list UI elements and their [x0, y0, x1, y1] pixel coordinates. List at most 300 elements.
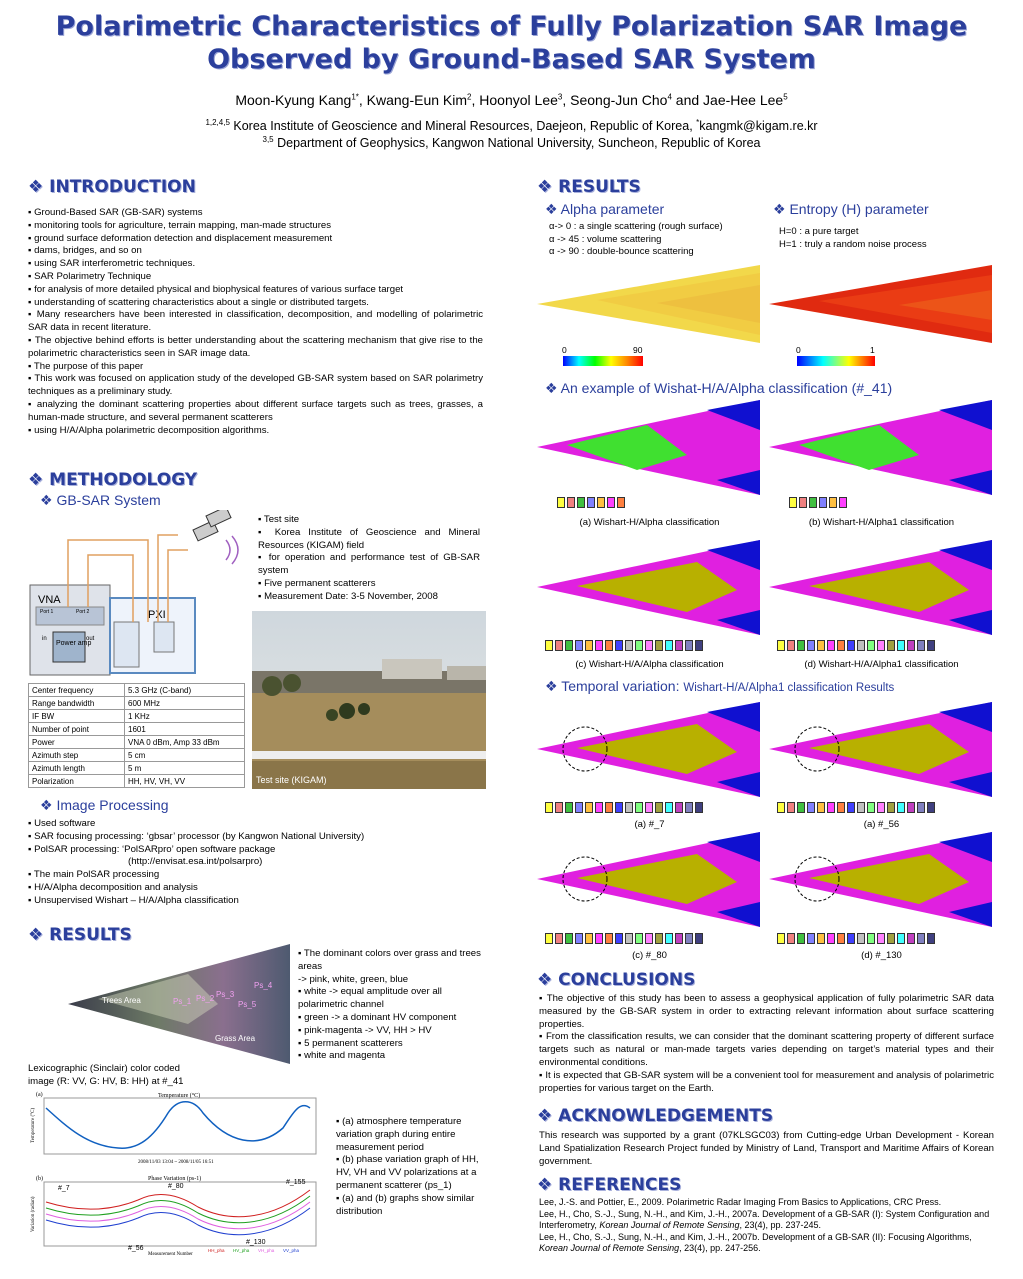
param-value: HH, HV, VH, VV: [125, 775, 245, 788]
legend-swatch: [645, 933, 653, 944]
trees-area-label: Trees Area: [102, 996, 141, 1005]
legend-swatch: [777, 933, 785, 944]
intro-item-8: ▪ understanding of scattering characteristics about a single or distributed targets.: [28, 296, 369, 308]
legend-swatch: [857, 933, 865, 944]
fan-t130-legend: [777, 933, 935, 944]
legend-swatch: [887, 802, 895, 813]
legend-swatch: [877, 802, 885, 813]
legend-swatch: [605, 933, 613, 944]
caption-b: (b) Wishart-H/Alpha1 classification: [808, 517, 955, 528]
phase-variation-graph: [28, 1172, 320, 1257]
temporal-variation-heading: [545, 678, 894, 695]
reference-2: [539, 1209, 994, 1232]
methodology-heading: ❖ METHODOLOGY: [28, 470, 198, 490]
legend-swatch: [675, 640, 683, 651]
intro-body: [28, 207, 483, 437]
legend-swatch: [645, 802, 653, 813]
legend-swatch: [625, 640, 633, 651]
color-item-7: ▪ white and magenta: [298, 1050, 386, 1062]
author-4-sup: 4: [667, 92, 672, 102]
legend-swatch: [655, 933, 663, 944]
legend-swatch: [817, 933, 825, 944]
author-2: , Kwang-Eun Kim: [358, 92, 468, 108]
legend-swatch: [887, 640, 895, 651]
temperature-graph-title: Temperature (°C): [158, 1093, 201, 1099]
legend-swatch: [927, 802, 935, 813]
legend-swatch: [655, 802, 663, 813]
reference-3-journal: Korean Journal of Remote Sensing: [539, 1243, 680, 1253]
legend-swatch: [797, 802, 805, 813]
gbsar-system-heading: ❖ GB-SAR System: [40, 492, 161, 508]
legend-swatch: [605, 802, 613, 813]
param-name: Range bandwidth: [29, 697, 125, 710]
intro-item-10: ▪ The objective behind efforts is better understanding about the scattering mechanism that give rise to the polarimetric characteristics seen in SAR image data.: [28, 334, 483, 359]
ps2-label: Ps_2: [196, 994, 215, 1003]
power-amp-box: [53, 632, 85, 662]
grass-area-label: Grass Area: [215, 1034, 256, 1043]
affil-1-sup: 1,2,4,5: [205, 117, 230, 127]
fan-t7-legend: [545, 802, 703, 813]
processing-item-2: ▪ SAR focusing processing: ‘gbsar’ processor (by Kangwon National University): [28, 830, 365, 842]
param-row: [29, 697, 245, 710]
fan-t80-image: [537, 832, 762, 927]
author-5-sup: 5: [783, 92, 788, 102]
legend-swatch: [917, 640, 925, 651]
legend-swatch: [645, 640, 653, 651]
legend-swatch: [837, 933, 845, 944]
legend-swatch: [635, 640, 643, 651]
color-item-4: ▪ green -> a dominant HV component: [298, 1011, 457, 1023]
legend-swatch: [555, 933, 563, 944]
title-line-1: Polarimetric Characteristics of Fully Polarization SAR Image: [55, 11, 968, 42]
legend-swatch: [907, 640, 915, 651]
legend-swatch: [575, 802, 583, 813]
legend-swatch: [897, 933, 905, 944]
author-2-sup: 2: [467, 92, 472, 102]
legend-swatch: [877, 933, 885, 944]
legend-swatch: [789, 497, 797, 508]
legend-swatch: [555, 802, 563, 813]
legend-vv: VV_pha: [283, 1248, 300, 1253]
legend-swatch: [877, 640, 885, 651]
entropy-parameter-heading: ❖ Entropy (H) parameter: [773, 201, 929, 217]
reference-2-authors: Lee, H., Cho, S.-J., Sung, N.-H., and Kim, J.-H., 2007a. Development of a GB-SAR (I): System Configuration and Interferometry,: [539, 1208, 990, 1230]
legend-swatch: [797, 640, 805, 651]
references-body: [539, 1197, 994, 1255]
conclusion-item-1: ▪ The objective of this study has been to assess a geophysical application of fully polarimetric SAR data measured by the GB-SAR system in order to extracting relevant information about surface scattering properties.: [539, 993, 994, 1030]
legend-swatch: [809, 497, 817, 508]
color-notes: [298, 948, 488, 1063]
legend-swatch: [585, 802, 593, 813]
legend-swatch: [665, 933, 673, 944]
temperature-graph-label: (a): [36, 1092, 43, 1098]
author-1-sup: 1*: [351, 92, 359, 102]
alpha-item-2: α -> 45 : volume scattering: [549, 233, 662, 245]
processing-item-1: ▪ Used software: [28, 818, 96, 829]
acknowledgements-body: This research was supported by a grant (07KLSGC03) from Cutting-edge Urban Development - Korean Land Spatialization Research Project funded by Ministry of Land, Transport and Maritime Affairs of Korean government.: [539, 1130, 994, 1167]
system-item-4: ▪ Five permanent scatterers: [258, 577, 376, 589]
param-value: VNA 0 dBm, Amp 33 dBm: [125, 736, 245, 749]
param-value: 1 KHz: [125, 710, 245, 723]
processing-item-3: ▪ PolSAR processing: ‘PolSARpro’ open software package: [28, 843, 276, 855]
graph-item-2: ▪ (b) phase variation graph of HH, HV, VH and VV polarizations at a permanent scatterer (ps_1): [336, 1154, 479, 1191]
legend-swatch: [695, 802, 703, 813]
legend-swatch: [587, 497, 595, 508]
results-right-heading: ❖ RESULTS: [537, 177, 641, 197]
image-processing-notes: [28, 818, 483, 908]
legend-swatch: [867, 933, 875, 944]
param-name: Azimuth step: [29, 749, 125, 762]
temperature-graph-xlabel: 2008/11/03 13:04 ~ 2008/11/05 16:51: [138, 1160, 214, 1165]
fan-t7-image: [537, 702, 762, 797]
intro-item-1: ▪ Ground-Based SAR (GB-SAR) systems: [28, 207, 203, 218]
legend-swatch: [827, 802, 835, 813]
phase-graph-title: Phase Variation (ps-1): [148, 1176, 202, 1182]
alpha-item-3: α -> 90 : double-bounce scattering: [549, 246, 694, 258]
in-label: in: [42, 636, 47, 642]
color-item-1: ▪ The dominant colors over grass and trees areas: [298, 948, 481, 972]
legend-swatch: [907, 933, 915, 944]
intro-item-3: ▪ ground surface deformation detection and displacement measurement: [28, 232, 333, 244]
legend-swatch: [867, 640, 875, 651]
legend-swatch: [615, 933, 623, 944]
affiliation-2: [0, 136, 1023, 150]
fan-c-legend: [545, 640, 703, 651]
author-3: , Hoonyol Lee: [471, 92, 558, 108]
gbsar-system-notes: [258, 514, 480, 604]
caption-t80: (c) #_80: [632, 950, 667, 961]
fan-b-image: [769, 400, 994, 495]
phase-graph-xlabel: Measurement Number: [148, 1252, 193, 1257]
fan-c-image: [537, 540, 762, 635]
temperature-graph-ylabel: Temperature (°C): [31, 1107, 36, 1143]
legend-swatch: [615, 802, 623, 813]
phase-mark-7: #_7: [58, 1185, 70, 1192]
port1-label: Port 1: [40, 609, 54, 615]
ps5-label: Ps_5: [238, 1000, 257, 1009]
conclusions-body: [539, 993, 994, 1095]
legend-swatch: [605, 640, 613, 651]
legend-hh: HH_pha: [208, 1248, 225, 1253]
legend-swatch: [847, 640, 855, 651]
param-name: IF BW: [29, 710, 125, 723]
legend-swatch: [897, 640, 905, 651]
legend-swatch: [827, 640, 835, 651]
legend-swatch: [575, 640, 583, 651]
color-item-2: -> pink, white, green, blue: [298, 973, 409, 985]
legend-swatch: [555, 640, 563, 651]
legend-swatch: [917, 933, 925, 944]
legend-swatch: [545, 640, 553, 651]
alpha-notes: [549, 221, 774, 259]
alpha-image: [537, 265, 762, 343]
param-value: 600 MHz: [125, 697, 245, 710]
param-value: 5 m: [125, 762, 245, 775]
legend-swatch: [897, 802, 905, 813]
legend-swatch: [857, 640, 865, 651]
system-item-3: ▪ for operation and performance test of GB-SAR system: [258, 552, 480, 577]
legend-swatch: [927, 640, 935, 651]
legend-swatch: [615, 640, 623, 651]
intro-item-13: ▪ analyzing the dominant scattering properties about different surface targets such as trees, grasses, a human-made structure, and several permanent scatterers: [28, 398, 483, 423]
legend-swatch: [595, 933, 603, 944]
phase-graph-ylabel: Variation (radian): [31, 1196, 36, 1232]
param-value: 5.3 GHz (C-band): [125, 684, 245, 697]
ps4-label: Ps_4: [254, 981, 273, 990]
legend-swatch: [797, 933, 805, 944]
legend-swatch: [577, 497, 585, 508]
gbsar-system-diagram: [28, 510, 253, 680]
fan-t80-legend: [545, 933, 703, 944]
processing-item-7: ▪ Unsupervised Wishart – H/A/Alpha classification: [28, 894, 239, 906]
intro-item-9: ▪ Many researchers have been interested in classification, decomposition, and modelling of polarimetric SAR data in recent literature.: [28, 309, 483, 334]
param-name: Power: [29, 736, 125, 749]
affil-1-email: kangmk@kigam.re.kr: [699, 119, 818, 133]
legend-swatch: [545, 933, 553, 944]
legend-swatch: [655, 640, 663, 651]
power-amp-label: Power amp: [56, 640, 92, 647]
entropy-image: [769, 265, 994, 343]
param-value: 1601: [125, 723, 245, 736]
affil-1-star: *: [696, 117, 700, 127]
fan-d-legend: [777, 640, 935, 651]
pxi-label: PXI: [148, 609, 166, 621]
param-row: [29, 762, 245, 775]
legend-swatch: [799, 497, 807, 508]
param-name: Azimuth length: [29, 762, 125, 775]
intro-item-7: ▪ for analysis of more detailed physical and biophysical features of various surface target: [28, 283, 404, 295]
legend-swatch: [819, 497, 827, 508]
system-item-5: ▪ Measurement Date: 3-5 November, 2008: [258, 590, 438, 602]
out-label: out: [86, 636, 95, 642]
legend-swatch: [857, 802, 865, 813]
acknowledgements-heading: ❖ ACKNOWLEDGEMENTS: [537, 1106, 774, 1126]
legend-swatch: [585, 933, 593, 944]
intro-item-2: ▪ monitoring tools for agriculture, terrain mapping, man-made structures: [28, 219, 332, 231]
legend-swatch: [777, 802, 785, 813]
legend-swatch: [597, 497, 605, 508]
test-site-image: [252, 611, 486, 789]
fan-a-legend: [557, 497, 625, 508]
phase-mark-80: #_80: [168, 1183, 184, 1190]
affil-1-text: Korea Institute of Geoscience and Mineral Resources, Daejeon, Republic of Korea,: [233, 119, 697, 133]
color-item-3: ▪ white -> equal amplitude over all polarimetric channel: [298, 986, 442, 1011]
legend-swatch: [847, 802, 855, 813]
intro-heading: ❖ INTRODUCTION: [28, 177, 196, 197]
test-site-photo: [252, 611, 486, 789]
color-item-6: ▪ 5 permanent scatterers: [298, 1037, 403, 1049]
affil-2-sup: 3,5: [262, 134, 274, 144]
entropy-max: 1: [870, 345, 875, 355]
legend-swatch: [675, 933, 683, 944]
legend-swatch: [685, 933, 693, 944]
legend-swatch: [695, 933, 703, 944]
lexicographic-image: [68, 944, 293, 1064]
param-row: [29, 736, 245, 749]
legend-swatch: [817, 640, 825, 651]
ps3-label: Ps_3: [216, 990, 235, 999]
title-line-2: Observed by Ground-Based SAR System: [207, 44, 816, 75]
legend-swatch: [837, 640, 845, 651]
legend-swatch: [927, 933, 935, 944]
param-row: [29, 749, 245, 762]
legend-swatch: [635, 802, 643, 813]
legend-swatch: [887, 933, 895, 944]
temporal-subtitle: Wishart-H/A/Alpha1 classification Results: [683, 682, 895, 694]
legend-swatch: [557, 497, 565, 508]
alpha-item-1: α-> 0 : a single scattering (rough surface): [549, 221, 723, 232]
legend-swatch: [777, 640, 785, 651]
phase-graph-label: (b): [36, 1176, 43, 1182]
intro-item-11: ▪ The purpose of this paper: [28, 360, 144, 372]
legend-swatch: [665, 640, 673, 651]
param-value: 5 cm: [125, 749, 245, 762]
intro-item-6: ▪ SAR Polarimetry Technique: [28, 270, 152, 282]
legend-swatch: [839, 497, 847, 508]
legend-swatch: [635, 933, 643, 944]
legend-vh: VH_pha: [258, 1248, 275, 1253]
param-name: Center frequency: [29, 684, 125, 697]
legend-swatch: [607, 497, 615, 508]
legend-swatch: [685, 640, 693, 651]
legend-swatch: [617, 497, 625, 508]
fan-a-image: [537, 400, 762, 495]
legend-swatch: [675, 802, 683, 813]
reference-2-journal: Korean Journal of Remote Sensing: [599, 1220, 740, 1230]
graph-item-1: ▪ (a) atmosphere temperature variation graph during entire measurement period: [336, 1116, 462, 1153]
legend-swatch: [807, 933, 815, 944]
legend-swatch: [917, 802, 925, 813]
author-5: and Jae-Hee Lee: [671, 92, 784, 108]
conclusion-item-2: ▪ From the classification results, we can consider that the dominant scattering property of different surface targets such as natural or man-made targets varies depending on target’s material types and their environmental conditions.: [539, 1031, 994, 1068]
antenna-2: [206, 510, 231, 527]
conclusion-item-3: ▪ It is expected that GB-SAR system will be a convenient tool for measurement and analysis of polarimetric properties for various target on the Earth.: [539, 1069, 994, 1094]
reference-2-pages: , 23(4), pp. 237-245.: [739, 1220, 822, 1230]
reference-1: Lee, J.-S. and Pottier, E., 2009. Polarimetric Radar Imaging From Basics to Applications, CRC Press.: [539, 1197, 942, 1207]
caption-a: (a) Wishart-H/Alpha classification: [579, 517, 720, 528]
legend-swatch: [567, 497, 575, 508]
caption-t56: (a) #_56: [863, 819, 900, 830]
temporal-title: ❖ Temporal variation:: [545, 678, 680, 694]
alpha-colorbar: [563, 356, 643, 366]
author-4: , Seong-Jun Cho: [562, 92, 668, 108]
entropy-notes: [779, 226, 979, 251]
legend-swatch: [585, 640, 593, 651]
legend-swatch: [665, 802, 673, 813]
port2-label: Port 2: [76, 609, 90, 615]
caption-d: (d) Wishart-H/A/Alpha1 classification: [804, 659, 959, 670]
graph-item-3: ▪ (a) and (b) graphs show similar distribution: [336, 1192, 475, 1217]
fan-t56-image: [769, 702, 994, 797]
fan-d-image: [769, 540, 994, 635]
poster-title: [0, 10, 1023, 76]
param-row: [29, 710, 245, 723]
intro-item-5: ▪ using SAR interferometric techniques.: [28, 258, 196, 270]
legend-swatch: [817, 802, 825, 813]
intro-item-4: ▪ dams, bridges, and so on: [28, 245, 142, 257]
param-row: [29, 723, 245, 736]
legend-swatch: [625, 802, 633, 813]
results-left-heading: ❖ RESULTS: [28, 925, 132, 945]
author-1: Moon-Kyung Kang: [235, 92, 352, 108]
legend-swatch: [827, 933, 835, 944]
legend-swatch: [625, 933, 633, 944]
param-row: [29, 775, 245, 788]
legend-swatch: [837, 802, 845, 813]
phase-mark-155: #_155: [286, 1179, 306, 1186]
entropy-item-1: H=0 : a pure target: [779, 226, 859, 237]
alpha-min: 0: [562, 345, 567, 355]
wishart-example-heading: ❖ An example of Wishat-H/A/Alpha classification (#_41): [545, 380, 893, 396]
legend-swatch: [829, 497, 837, 508]
param-row: [29, 684, 245, 697]
reference-3-pages: , 23(4), pp. 247-256.: [679, 1243, 761, 1253]
processing-item-5: ▪ The main PolSAR processing: [28, 869, 160, 881]
reference-3: [539, 1232, 994, 1255]
phase-mark-56: #_56: [128, 1245, 144, 1252]
legend-swatch: [787, 802, 795, 813]
temperature-graph: [28, 1088, 320, 1166]
system-item-2: ▪ Korea Institute of Geoscience and Mineral Resources (KIGAM) field: [258, 526, 480, 551]
alpha-max: 90: [633, 345, 643, 355]
legend-swatch: [787, 933, 795, 944]
legend-swatch: [595, 640, 603, 651]
caption-t7: (a) #_7: [634, 819, 665, 830]
processing-item-4: (http://envisat.esa.int/polsarpro): [128, 856, 263, 868]
legend-swatch: [545, 802, 553, 813]
phase-mark-130: #_130: [246, 1239, 266, 1246]
legend-swatch: [807, 802, 815, 813]
legend-swatch: [847, 933, 855, 944]
caption-t130: (d) #_130: [861, 950, 902, 961]
ps1-label: Ps_1: [173, 997, 192, 1006]
fan-t130-image: [769, 832, 994, 927]
vna-label: VNA: [38, 594, 61, 606]
processing-item-6: ▪ H/A/Alpha decomposition and analysis: [28, 881, 198, 893]
affil-2-text: Department of Geophysics, Kangwon National University, Suncheon, Republic of Korea: [277, 136, 761, 150]
system-item-1: ▪ Test site: [258, 514, 300, 525]
legend-swatch: [575, 933, 583, 944]
legend-swatch: [565, 802, 573, 813]
image-processing-heading: ❖ Image Processing: [40, 797, 169, 813]
alpha-parameter-heading: ❖ Alpha parameter: [545, 201, 665, 217]
system-parameters-table: [28, 683, 245, 788]
param-name: Polarization: [29, 775, 125, 788]
affiliation-1: [0, 119, 1023, 133]
legend-swatch: [787, 640, 795, 651]
caption-c: (c) Wishart-H/A/Alpha classification: [575, 659, 724, 670]
reference-3-authors: Lee, H., Cho, S.-J., Sung, N.-H., and Kim, J.-H., 2007b. Development of a GB-SAR (II): Focusing Algorithms,: [539, 1231, 972, 1242]
photo-caption: Test site (KIGAM): [256, 775, 327, 785]
entropy-colorbar: [797, 356, 875, 366]
graph-notes: [336, 1116, 488, 1218]
author-3-sup: 3: [557, 92, 563, 102]
legend-swatch: [565, 640, 573, 651]
fan-t56-legend: [777, 802, 935, 813]
references-heading: ❖ REFERENCES: [537, 1175, 682, 1195]
legend-swatch: [807, 640, 815, 651]
legend-swatch: [907, 802, 915, 813]
lexicographic-caption: Lexicographic (Sinclair) color coded image (R: VV, G: HV, B: HH) at #_41: [28, 1063, 184, 1087]
intro-item-12: ▪ This work was focused on application study of the developed GB-SAR system based on SAR polarimetry techniques as a preliminary study.: [28, 373, 483, 398]
entropy-min: 0: [796, 345, 801, 355]
legend-swatch: [595, 802, 603, 813]
param-name: Number of point: [29, 723, 125, 736]
legend-swatch: [695, 640, 703, 651]
intro-item-14: ▪ using H/A/Alpha polarimetric decomposition algorithms.: [28, 424, 270, 436]
legend-swatch: [685, 802, 693, 813]
entropy-item-2: H=1 : truly a random noise process: [779, 238, 927, 250]
